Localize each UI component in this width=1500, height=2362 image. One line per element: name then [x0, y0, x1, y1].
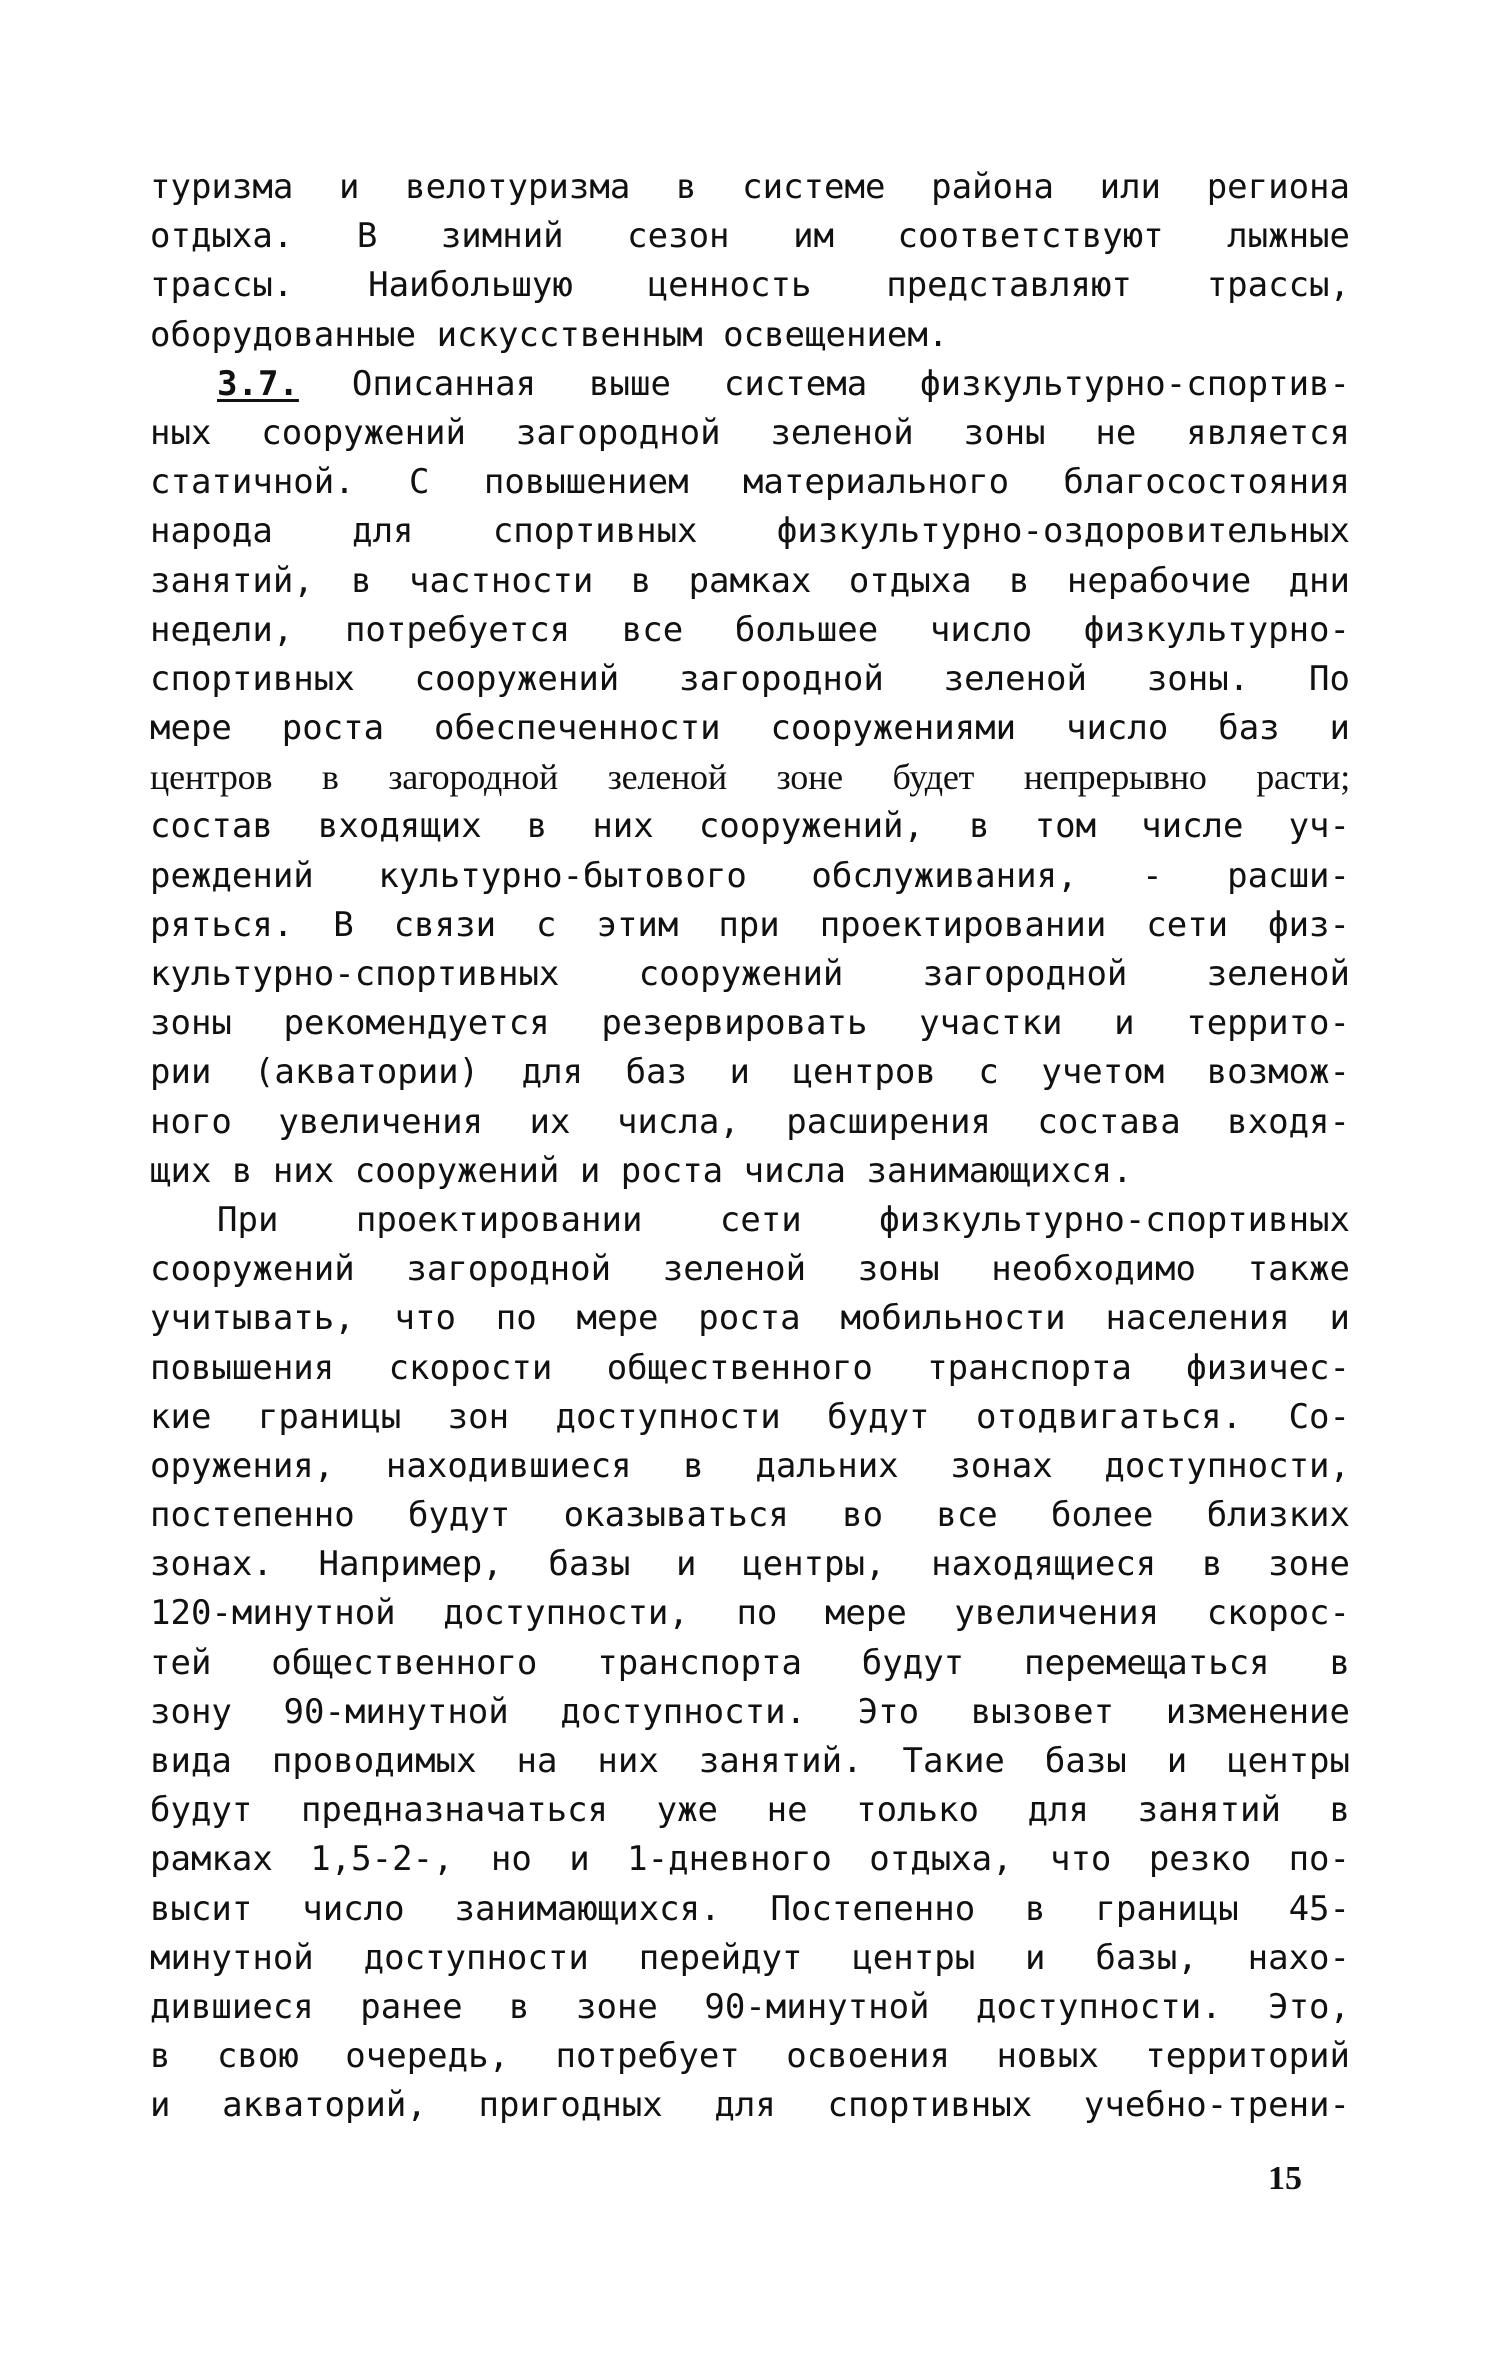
- text-line: учитывать, что по мере роста мобильности населения и: [150, 1298, 1350, 1339]
- text-line: При проектировании сети физкультурно-спортивных: [217, 1199, 1350, 1240]
- text-line: вида проводимых на них занятий. Такие базы и центры: [150, 1741, 1350, 1781]
- text-line: ного увеличения их числа, расширения состава входя-: [150, 1101, 1350, 1142]
- text-line: оборудованные искусственным освещением.: [150, 314, 949, 355]
- text-line: центров в загородной зеленой зоне будет непрерывно расти;: [150, 757, 1350, 798]
- text-line: мере роста обеспеченности сооружениями число баз и: [150, 708, 1350, 749]
- text-line: постепенно будут оказываться во все более близких: [150, 1495, 1350, 1536]
- text-line: ряться. В связи с этим при проектировании сети физ-: [150, 904, 1350, 945]
- text-line: тей общественного транспорта будут перемещаться в: [150, 1642, 1350, 1683]
- paragraph-2: [150, 360, 1350, 1196]
- text-line: высит число занимающихся. Постепенно в границы 45-: [150, 1888, 1350, 1929]
- text-line: рамках 1,5-2-, но и 1-дневного отдыха, что резко по-: [150, 1839, 1350, 1880]
- text-line: кие границы зон доступности будут отодвигаться. Со-: [150, 1396, 1350, 1437]
- text-line: статичной. С повышением материального благосостояния: [150, 462, 1350, 503]
- paragraph-1: [150, 163, 1350, 360]
- text-line: 120-минутной доступности, по мере увеличения скорос-: [150, 1593, 1350, 1634]
- text-line: и акваторий, пригодных для спортивных учебно-трени-: [150, 2085, 1350, 2126]
- text-line: [150, 360, 1350, 409]
- text-line: дившиеся ранее в зоне 90-минутной доступности. Это,: [150, 1986, 1350, 2027]
- text-line: трассы. Наибольшую ценность представляют трассы,: [150, 265, 1350, 306]
- text-line: будут предназначаться уже не только для занятий в: [150, 1790, 1350, 1831]
- text-line: минутной доступности перейдут центры и базы, нахо-: [150, 1937, 1350, 1978]
- page-number: 15: [1268, 2160, 1302, 2197]
- text-line: сооружений загородной зеленой зоны необходимо также: [150, 1249, 1350, 1290]
- text-line: зоны рекомендуется резервировать участки и террито-: [150, 1003, 1350, 1044]
- text-line: зонах. Например, базы и центры, находящиеся в зоне: [150, 1544, 1350, 1585]
- text-line: отдыха. В зимний сезон им соответствуют лыжные: [150, 216, 1350, 257]
- text-line-rest: Описанная выше система физкультурно-спортив-: [298, 363, 1350, 404]
- text-line: зону 90-минутной доступности. Это вызовет изменение: [150, 1691, 1350, 1732]
- section-number: 3.7.: [217, 363, 299, 404]
- text-line: культурно-спортивных сооружений загородной зеленой: [150, 954, 1350, 994]
- text-line: занятий, в частности в рамках отдыха в нерабочие дни: [150, 560, 1350, 601]
- text-line: спортивных сооружений загородной зеленой зоны. По: [150, 658, 1350, 699]
- text-line: состав входящих в них сооружений, в том числе уч-: [150, 806, 1350, 847]
- text-line: туризма и велотуризма в системе района или региона: [150, 167, 1350, 207]
- body-text: [150, 163, 1350, 2131]
- text-line: повышения скорости общественного транспорта физичес-: [150, 1347, 1350, 1388]
- paragraph-3: [150, 1196, 1350, 2131]
- text-line: оружения, находившиеся в дальних зонах доступности,: [150, 1445, 1350, 1486]
- text-line: щих в них сооружений и роста числа занимающихся.: [150, 1150, 1133, 1191]
- text-line: ных сооружений загородной зеленой зоны не является: [150, 412, 1350, 453]
- text-line: рии (акватории) для баз и центров с учетом возмож-: [150, 1052, 1350, 1093]
- text-line: в свою очередь, потребует освоения новых территорий: [150, 2036, 1350, 2077]
- text-line: недели, потребуется все большее число физкультурно-: [150, 609, 1350, 650]
- text-line: народа для спортивных физкультурно-оздоровительных: [150, 511, 1350, 552]
- text-line: реждений культурно-бытового обслуживания, - расши-: [150, 855, 1350, 896]
